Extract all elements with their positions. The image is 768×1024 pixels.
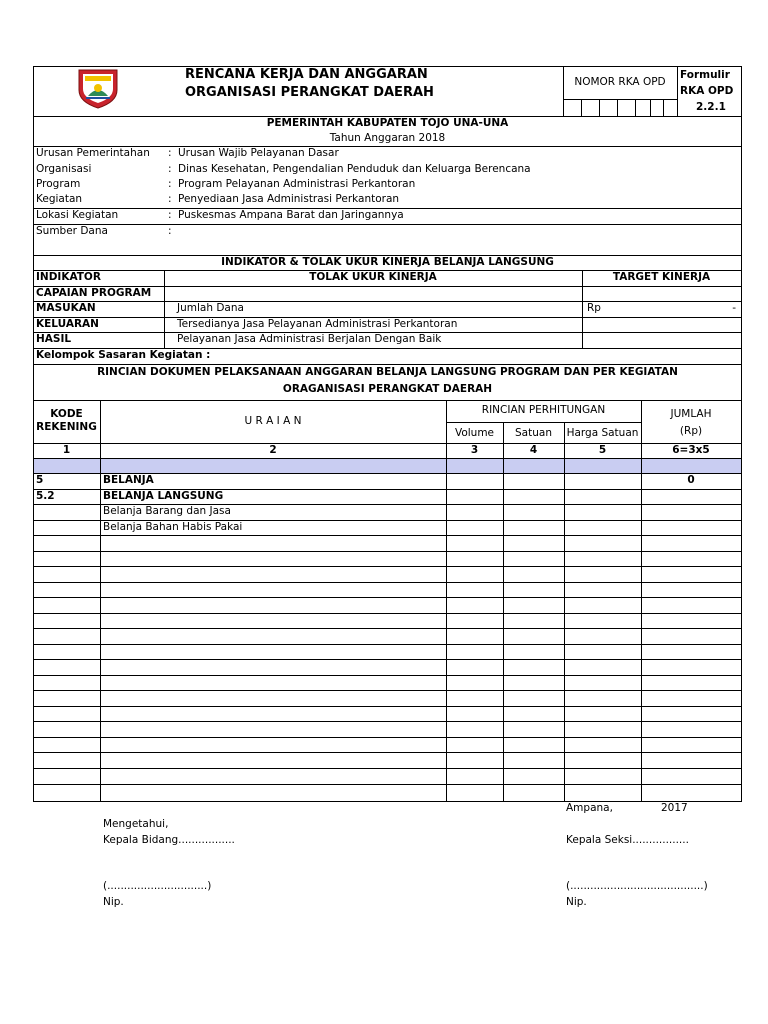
info-label: Organisasi [36, 163, 92, 175]
footer-year: 2017 [661, 802, 688, 814]
col-jumlah: JUMLAH [670, 408, 712, 420]
info-sep: : [168, 178, 172, 190]
col-rekening: REKENING [36, 421, 97, 433]
col-number: 1 [62, 444, 71, 456]
table-row-kode: 5 [36, 474, 44, 486]
rincian-title-1: RINCIAN DOKUMEN PELAKSANAAN ANGGARAN BELANJA LANGSUNG PROGRAM DAN PER KEGIATAN [97, 366, 678, 378]
info-label: Urusan Pemerintahan [36, 147, 150, 159]
nip-right: Nip. [566, 896, 587, 908]
col-jumlah-rp: (Rp) [679, 425, 703, 437]
col-indikator: INDIKATOR [36, 271, 101, 283]
info-sep: : [168, 225, 172, 237]
info-sep: : [168, 147, 172, 159]
title-line-1: RENCANA KERJA DAN ANGGARAN [185, 67, 428, 82]
col-satuan: Satuan [515, 427, 552, 439]
title-line-2: ORGANISASI PERANGKAT DAERAH [185, 85, 434, 100]
form-code: 2.2.1 [696, 101, 726, 113]
footer-place: Ampana, [566, 802, 613, 814]
col-target-kinerja: TARGET KINERJA [612, 271, 711, 283]
table-row-uraian: BELANJA LANGSUNG [103, 490, 224, 502]
nip-left: Nip. [103, 896, 124, 908]
info-value: Puskesmas Ampana Barat dan Jaringannya [178, 209, 404, 221]
table-row-jumlah: 0 [687, 474, 695, 486]
table-row-uraian: Belanja Barang dan Jasa [103, 505, 231, 517]
nomor-rka-label: NOMOR RKA OPD [574, 76, 666, 88]
indicator-row-label: HASIL [36, 333, 72, 345]
col-number: 6=3x5 [672, 444, 710, 456]
regency-logo [76, 68, 120, 110]
info-value: Program Pelayanan Administrasi Perkantoran [178, 178, 416, 190]
highlight-row [34, 459, 741, 473]
indicator-row-label: MASUKAN [36, 302, 96, 314]
indicator-row-tolak: Jumlah Dana [177, 302, 244, 314]
col-rincian-perhitungan: RINCIAN PERHITUNGAN [481, 404, 606, 416]
kepala-seksi: Kepala Seksi................. [566, 834, 689, 846]
indicator-row-label: KELUARAN [36, 318, 99, 330]
col-number: 3 [470, 444, 479, 456]
col-uraian: U R A I A N [244, 415, 302, 427]
col-volume: Volume [454, 427, 495, 439]
col-number: 5 [598, 444, 607, 456]
indicator-row-tolak: Tersedianya Jasa Pelayanan Administrasi Perkantoran [177, 318, 458, 330]
pemerintah-label: PEMERINTAH KABUPATEN TOJO UNA-UNA [266, 117, 509, 129]
indicator-row-target: Rp [587, 302, 601, 314]
rka-opd-label: RKA OPD [680, 85, 734, 97]
info-value: Urusan Wajib Pelayanan Dasar [178, 147, 339, 159]
indicator-row-tolak: Pelayanan Jasa Administrasi Berjalan Dengan Baik [177, 333, 442, 345]
col-number: 2 [269, 444, 277, 456]
formulir-label: Formulir [680, 69, 730, 81]
indicator-title: INDIKATOR & TOLAK UKUR KINERJA BELANJA LANGSUNG [221, 256, 554, 268]
tahun-anggaran: Tahun Anggaran 2018 [329, 132, 446, 144]
col-number: 4 [529, 444, 538, 456]
table-row-uraian: Belanja Bahan Habis Pakai [103, 521, 243, 533]
info-sep: : [168, 209, 172, 221]
kepala-bidang: Kepala Bidang................. [103, 834, 235, 846]
table-row-uraian: BELANJA [103, 474, 154, 486]
rincian-title-2: ORAGANISASI PERANGKAT DAERAH [282, 383, 493, 395]
table-row-kode: 5.2 [36, 490, 55, 502]
info-sep: : [168, 193, 172, 205]
footer-mengetahui: Mengetahui, [103, 818, 169, 830]
info-value: Dinas Kesehatan, Pengendalian Penduduk dan Keluarga Berencana [178, 163, 531, 175]
info-label: Kegiatan [36, 193, 83, 205]
indicator-row-target-value: - [732, 302, 736, 314]
kelompok-sasaran: Kelompok Sasaran Kegiatan : [36, 349, 211, 361]
indicator-row-label: CAPAIAN PROGRAM [36, 287, 152, 299]
info-sep: : [168, 163, 172, 175]
signature-right: (........................................) [566, 880, 708, 892]
col-harga-satuan: Harga Satuan [566, 427, 639, 439]
signature-left: (..............................) [103, 880, 212, 892]
info-label: Sumber Dana [36, 225, 108, 237]
info-label: Lokasi Kegiatan [36, 209, 119, 221]
col-tolak-ukur: TOLAK UKUR KINERJA [309, 271, 437, 283]
info-value: Penyediaan Jasa Administrasi Perkantoran [178, 193, 400, 205]
info-label: Program [36, 178, 81, 190]
col-kode: KODE [50, 408, 83, 420]
